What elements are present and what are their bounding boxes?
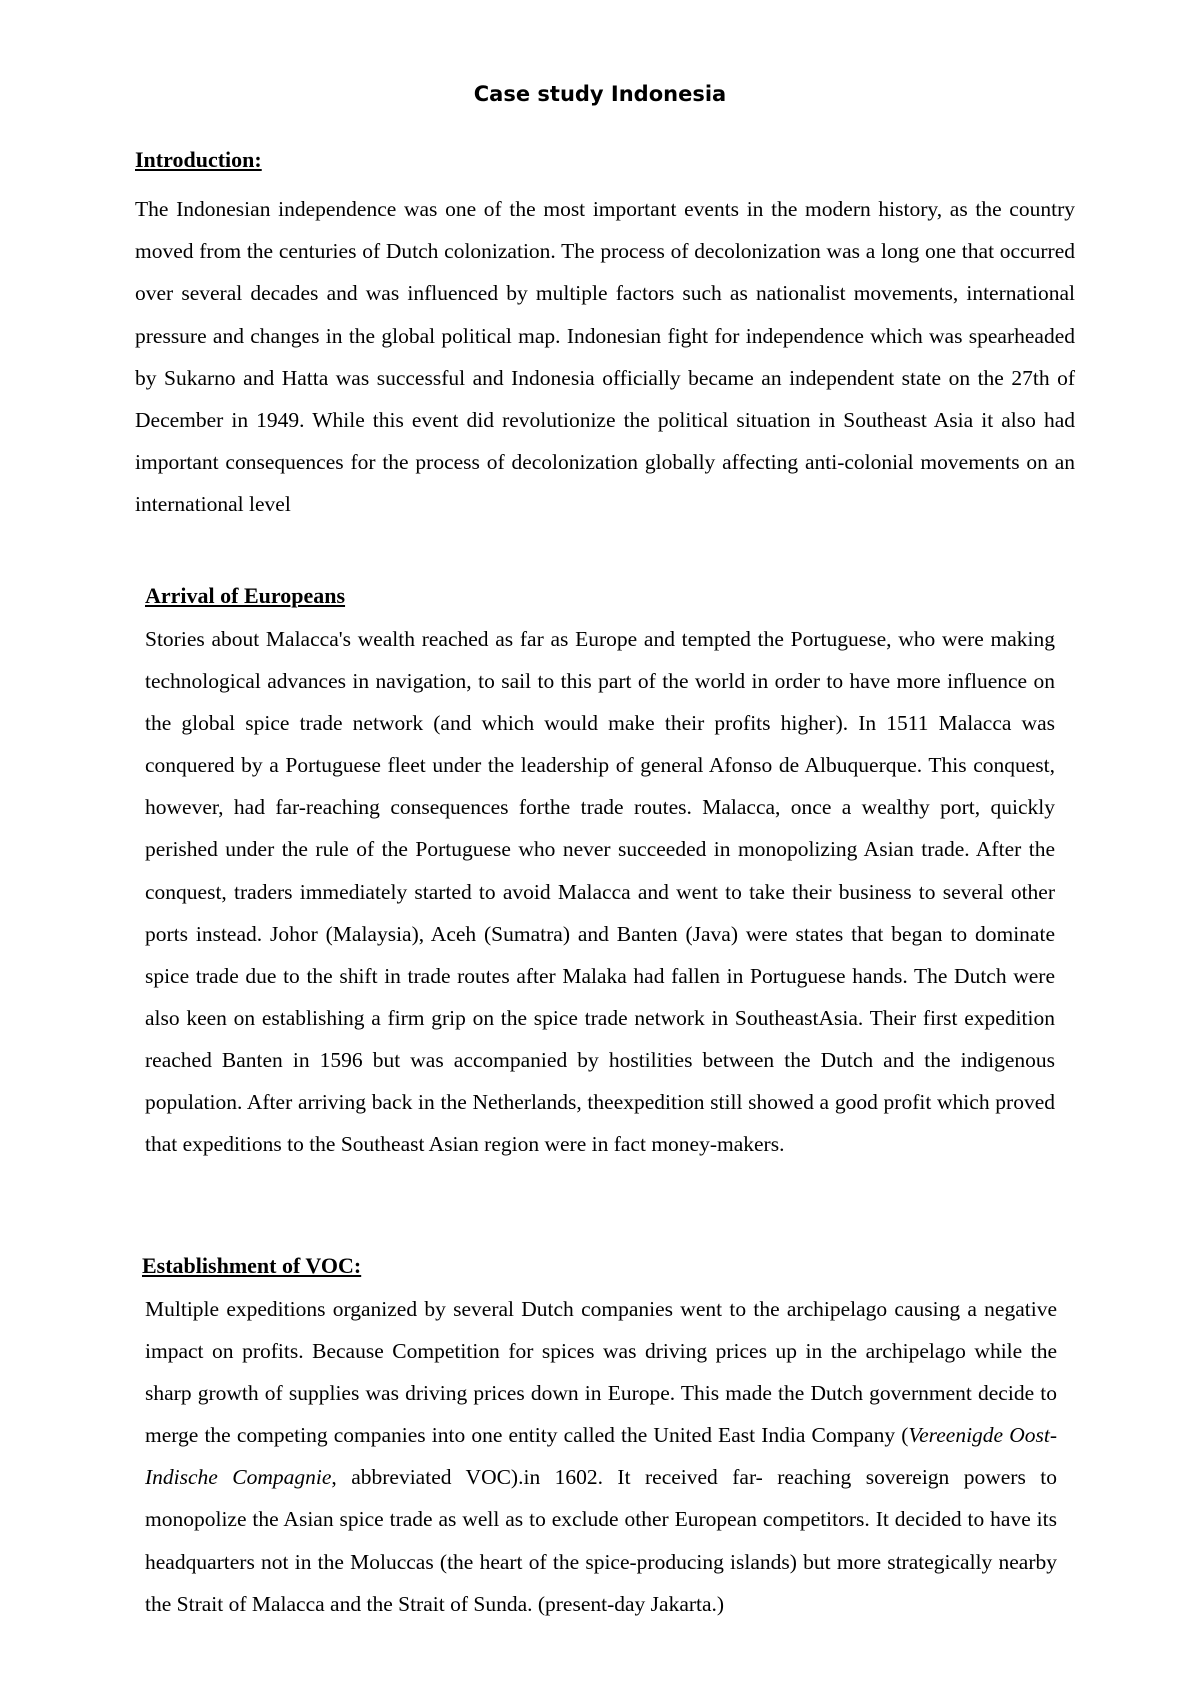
establishment-of-voc-paragraph: [145, 1288, 1057, 1625]
establishment-of-voc-heading: Establishment of VOC:: [142, 1253, 362, 1278]
voc-text-before-italic: Multiple expeditions organized by several Dutch companies went to the archipelago causing a negative impact on profits. Because Competition for spices was driving prices up in the archipelago while the sharp growth of supplies was driving prices down in Europe. This made the Dutch government decide to merge the competing companies into one entity called the United East India Company (: [145, 1297, 1057, 1448]
voc-dutch-company-name: Vereenigde Oost-Indische Compagnie: [145, 1423, 1058, 1490]
introduction-paragraph: The Indonesian independence was one of the most important events in the modern history, as the country moved from the centuries of Dutch colonization. The process of decolonization was a long one that occurred over several decades and was influenced by multiple factors such as nationalist movements, international pressure and changes in the global political map. Indonesian fight for independence which was spearheaded by Sukarno and Hatta was successful and Indonesia officially became an independent state on the 27th of December in 1949. While this event did revolutionize the political situation in Southeast Asia it also had important consequences for the process of decolonization globally affecting anti-colonial movements on an international level: [135, 197, 1075, 517]
arrival-of-europeans-heading: Arrival of Europeans: [145, 583, 346, 608]
voc-text-after-italic: , abbreviated VOC).in 1602. It received far- reaching sovereign powers to monopolize the Asian spice trade as well as to exclude other European competitors. It decided to have its headquarters not in the Moluccas (the heart of the spice-producing islands) but more strategically nearby the Strait of Malacca and the Strait of Sunda. (present-day Jakarta.): [145, 1465, 1057, 1616]
introduction-heading: Introduction:: [135, 147, 262, 172]
arrival-of-europeans-paragraph: Stories about Malacca's wealth reached as far as Europe and tempted the Portuguese, who were making technological advances in navigation, to sail to this part of the world in order to have more influence on the global spice trade network (and which would make their profits higher). In 1511 Malacca was conquered by a Portuguese fleet under the leadership of general Afonso de Albuquerque. This conquest, however, had far-reaching consequences forthe trade routes. Malacca, once a wealthy port, quickly perished under the rule of the Portuguese who never succeeded in monopolizing Asian trade. After the conquest, traders immediately started to avoid Malacca and went to take their business to several other ports instead. Johor (Malaysia), Aceh (Sumatra) and Banten (Java) were states that began to dominate spice trade due to the shift in trade routes after Malaka had fallen in Portuguese hands. The Dutch were also keen on establishing a firm grip on the spice trade network in SoutheastAsia. Their first expedition reached Banten in 1596 but was accompanied by hostilities between the Dutch and the indigenous population. After arriving back in the Netherlands, theexpedition still showed a good profit which proved that expeditions to the Southeast Asian region were in fact money-makers.: [145, 627, 1055, 1157]
document-title: Case study Indonesia: [473, 82, 727, 106]
